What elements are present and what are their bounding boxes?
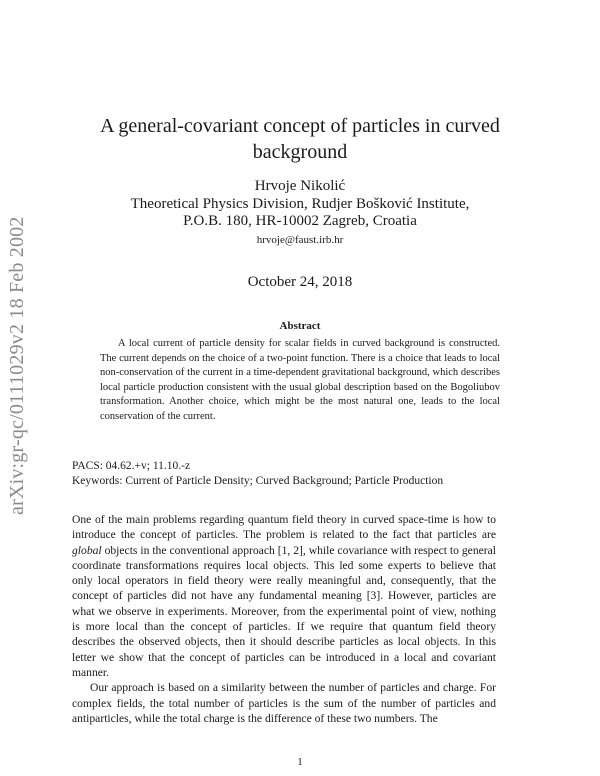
emphasis-global: global bbox=[72, 543, 102, 557]
author-email: hrvoje@faust.irb.hr bbox=[256, 234, 344, 246]
title-line-2: background bbox=[252, 141, 348, 163]
paragraph-1-start: One of the main problems regarding quantum field theory in curved space-time is how to introduce the concept of particles. The problem is related to the fact that particles are bbox=[72, 513, 496, 542]
affiliation-line-1: Theoretical Physics Division, Rudjer Bošković Institute, bbox=[130, 196, 470, 212]
paper-title bbox=[80, 113, 520, 165]
author-name: Hrvoje Nikolić bbox=[254, 178, 346, 194]
abstract-text: A local current of particle density for scalar fields in curved background is constructed. The current depends on the choice of a two-point function. There is a choice that leads to local non-conservation of the current in a time-dependent gravitational background, which describes local particle production consistent with the usual global description based on the Bogoliubov transformation. Another choice, which might be the most natural one, leads to the local conservation of the current. bbox=[100, 338, 500, 422]
pacs-codes: PACS: 04.62.+v; 11.10.-z bbox=[72, 460, 191, 472]
body-paragraph-1 bbox=[72, 512, 496, 680]
title-line-1: A general-covariant concept of particles in curved bbox=[100, 115, 500, 137]
body-paragraph-2: Our approach is based on a similarity between the number of particles and charge. For complex fields, the total number of particles is the sum of the number of particles and antiparticles, while the total charge is the difference of these two numbers. The bbox=[72, 681, 496, 725]
affiliation-line-2: P.O.B. 180, HR-10002 Zagreb, Croatia bbox=[183, 213, 417, 229]
body-text bbox=[72, 512, 496, 726]
keywords: Keywords: Current of Particle Density; Curved Background; Particle Production bbox=[72, 475, 444, 487]
abstract-heading: Abstract bbox=[279, 320, 321, 332]
page-number: 1 bbox=[297, 756, 303, 768]
paper-date: October 24, 2018 bbox=[247, 274, 353, 290]
paragraph-1-rest: objects in the conventional approach [1, 2], while covariance with respect to general coordinate transformations requires local objects. This led some experts to believe that only local operators in field theory were really meaningful and, consequently, that the concept of particles did not have any fundamental meaning [3]. However, particles are what we observe in experiments. Moreover, from the experimental point of view, nothing is more local than the concept of particles. If we require that quantum field theory describes the observed objects, then it should describe particles as local objects. In this letter we show that the concept of particles can be introduced in a local and covariant manner. bbox=[72, 543, 496, 679]
arxiv-identifier-stamp: arXiv:gr-qc/0111029v2 18 Feb 2002 bbox=[6, 216, 28, 515]
